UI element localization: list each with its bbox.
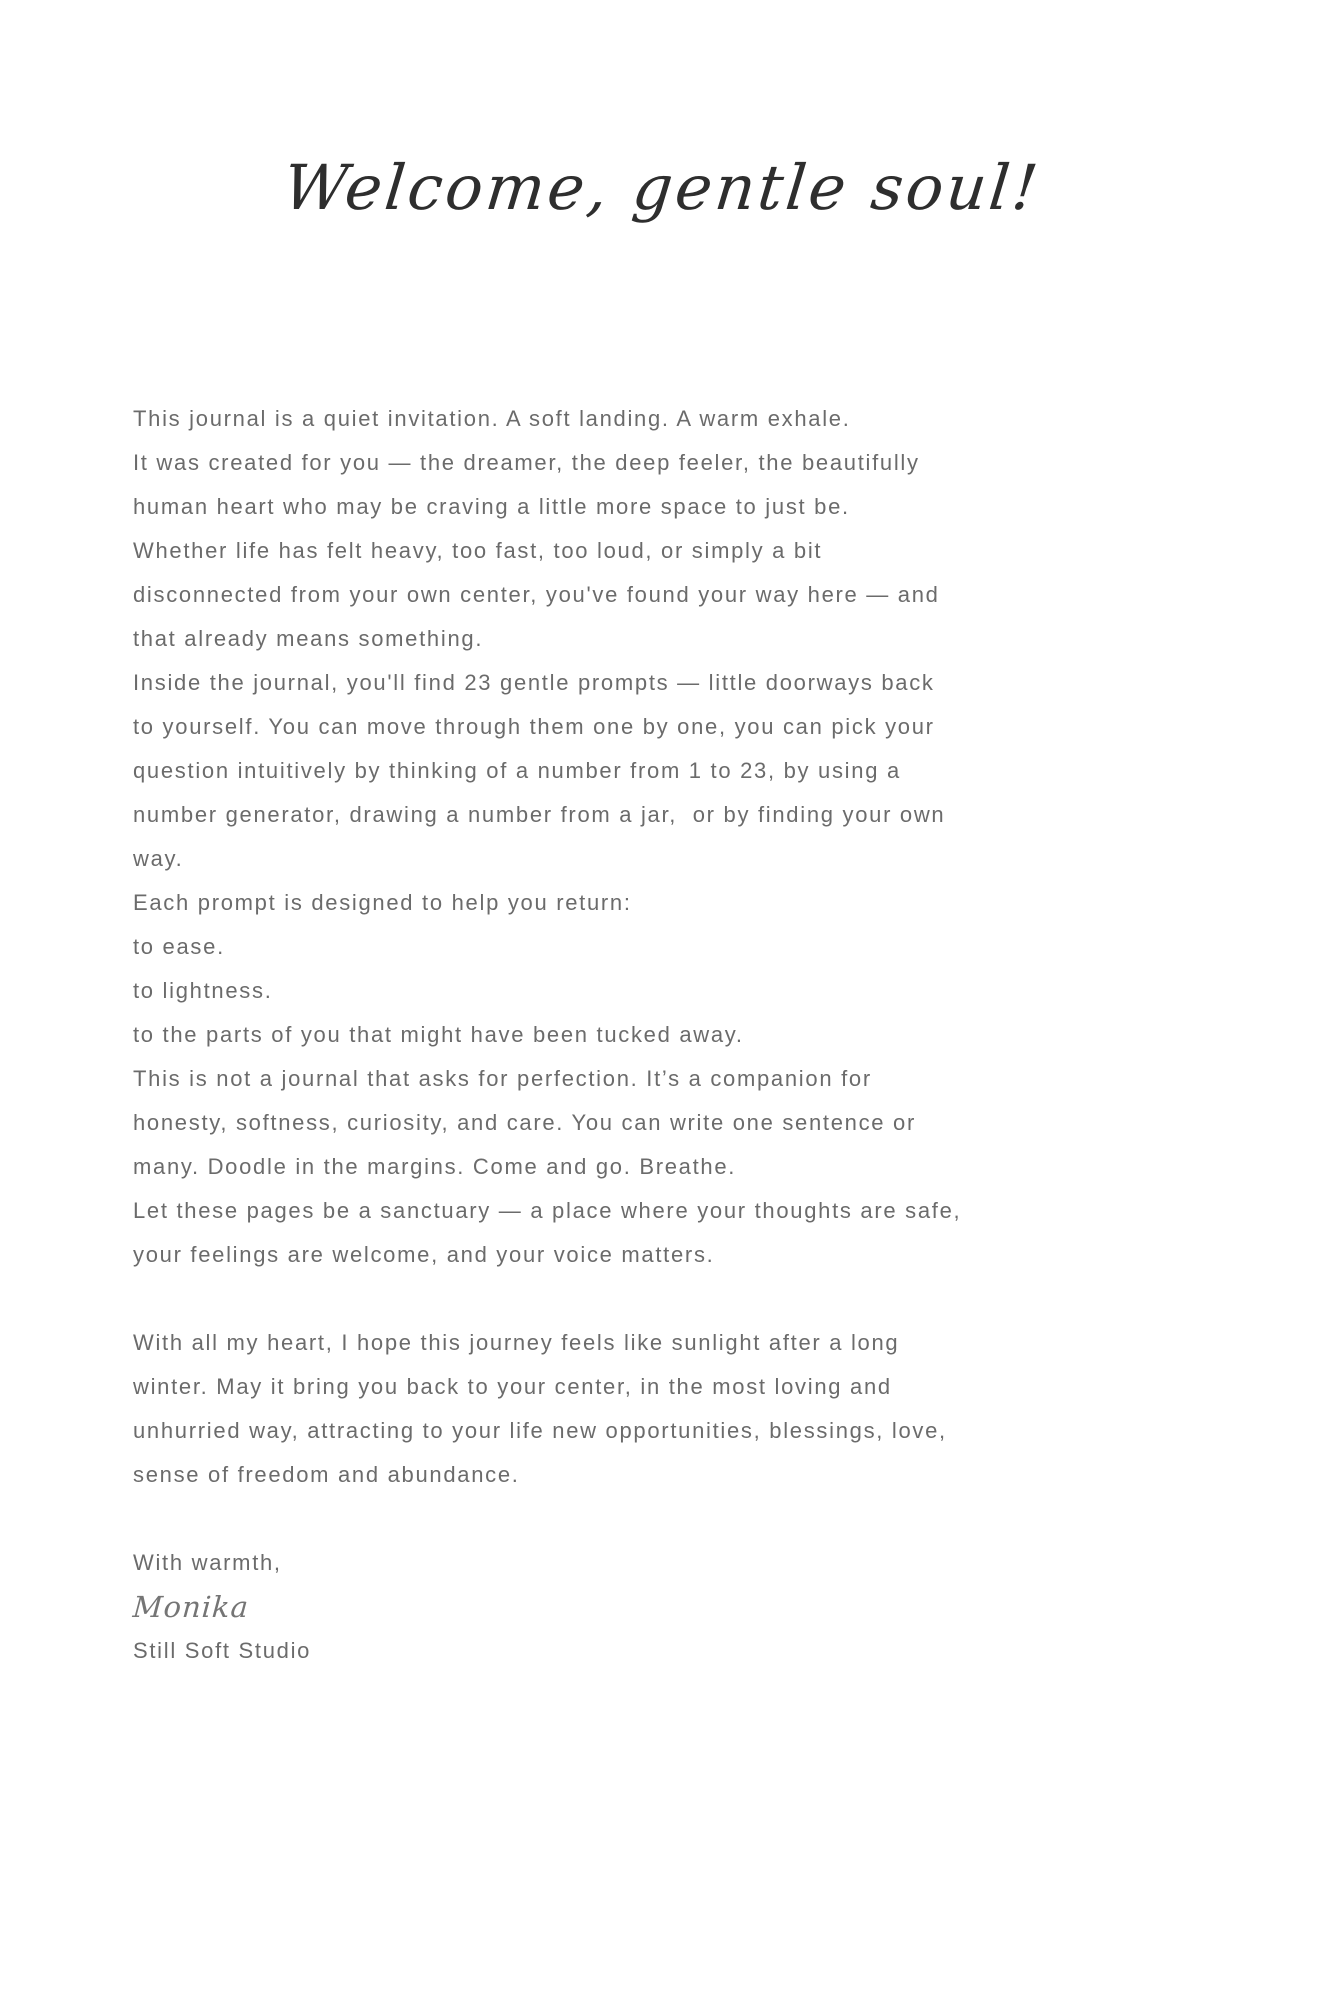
signature-closing: With warmth, <box>133 1549 282 1575</box>
text-line: many. Doodle in the margins. Come and go. Breathe. <box>133 1153 737 1179</box>
text-line: unhurried way, attracting to your life new opportunities, blessings, love, <box>133 1417 947 1443</box>
text-line: It was created for you — the dreamer, the deep feeler, the beautifully <box>133 449 920 475</box>
text-line: disconnected from your own center, you've found your way here — and <box>133 581 940 607</box>
text-line: that already means something. <box>133 625 484 651</box>
signature-name: Monika <box>131 1589 251 1624</box>
text-line: to the parts of you that might have been tucked away. <box>133 1021 744 1047</box>
text-line: Whether life has felt heavy, too fast, too loud, or simply a bit <box>133 537 823 563</box>
page-title: Welcome, gentle soul! <box>280 151 1045 224</box>
text-line: With all my heart, I hope this journey feels like sunlight after a long <box>133 1329 900 1355</box>
text-line: way. <box>133 845 184 871</box>
text-line: This is not a journal that asks for perfection. It’s a companion for <box>133 1065 872 1091</box>
closing-paragraph <box>133 1321 1228 1497</box>
text-line: to yourself. You can move through them one by one, you can pick your <box>133 713 935 739</box>
text-line: number generator, drawing a number from a jar, or by finding your own <box>133 801 946 827</box>
text-line: human heart who may be craving a little more space to just be. <box>133 493 850 519</box>
text-line: winter. May it bring you back to your center, in the most loving and <box>133 1373 892 1399</box>
signature-studio: Still Soft Studio <box>133 1637 312 1663</box>
signature-block <box>133 1541 1228 1673</box>
text-line: to ease. <box>133 933 225 959</box>
text-line: question intuitively by thinking of a number from 1 to 23, by using a <box>133 757 901 783</box>
text-line: Let these pages be a sanctuary — a place where your thoughts are safe, <box>133 1197 962 1223</box>
intro-paragraph <box>133 397 1228 1277</box>
text-line: This journal is a quiet invitation. A soft landing. A warm exhale. <box>133 405 851 431</box>
text-line: sense of freedom and abundance. <box>133 1461 520 1487</box>
text-line: your feelings are welcome, and your voice matters. <box>133 1241 715 1267</box>
text-line: Inside the journal, you'll find 23 gentle prompts — little doorways back <box>133 669 935 695</box>
text-line: Each prompt is designed to help you return: <box>133 889 632 915</box>
text-line: to lightness. <box>133 977 273 1003</box>
text-line: honesty, softness, curiosity, and care. You can write one sentence or <box>133 1109 916 1135</box>
